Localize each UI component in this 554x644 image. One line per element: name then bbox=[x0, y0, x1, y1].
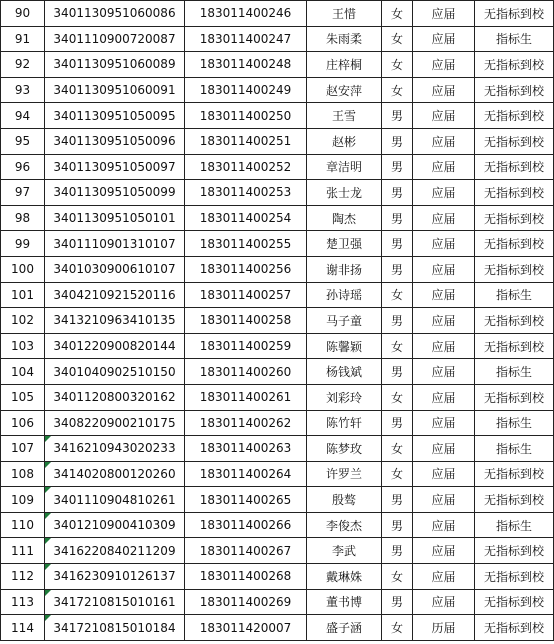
cell-category: 无指标到校 bbox=[475, 231, 554, 257]
cell-exam-number: 183011400260 bbox=[185, 359, 307, 385]
cell-type: 历届 bbox=[413, 615, 475, 641]
cell-id-number: 3414020800120260 bbox=[45, 461, 185, 487]
cell-category: 无指标到校 bbox=[475, 180, 554, 206]
cell-type: 应届 bbox=[413, 538, 475, 564]
cell-name: 盛子涵 bbox=[307, 615, 382, 641]
cell-exam-number: 183011400256 bbox=[185, 256, 307, 282]
cell-exam-number: 183011400269 bbox=[185, 589, 307, 615]
cell-gender: 女 bbox=[382, 1, 413, 27]
cell-category: 指标生 bbox=[475, 359, 554, 385]
cell-name: 庄梓桐 bbox=[307, 52, 382, 78]
cell-type: 应届 bbox=[413, 1, 475, 27]
cell-gender: 男 bbox=[382, 231, 413, 257]
cell-gender: 男 bbox=[382, 538, 413, 564]
cell-gender: 男 bbox=[382, 205, 413, 231]
cell-name: 王雪 bbox=[307, 103, 382, 129]
cell-index: 98 bbox=[1, 205, 45, 231]
cell-id-number: 3401130951050095 bbox=[45, 103, 185, 129]
cell-exam-number: 183011400267 bbox=[185, 538, 307, 564]
cell-id-number: 3408220900210175 bbox=[45, 410, 185, 436]
cell-name: 董书博 bbox=[307, 589, 382, 615]
cell-id-number: 3401130951060091 bbox=[45, 77, 185, 103]
cell-exam-number: 183011400246 bbox=[185, 1, 307, 27]
cell-index: 103 bbox=[1, 333, 45, 359]
cell-id-number: 3416230910126137 bbox=[45, 564, 185, 590]
cell-category: 无指标到校 bbox=[475, 615, 554, 641]
cell-gender: 女 bbox=[382, 77, 413, 103]
cell-type: 应届 bbox=[413, 333, 475, 359]
cell-type: 应届 bbox=[413, 77, 475, 103]
cell-type: 应届 bbox=[413, 205, 475, 231]
cell-gender: 女 bbox=[382, 52, 413, 78]
cell-type: 应届 bbox=[413, 154, 475, 180]
table-row bbox=[1, 231, 554, 257]
cell-type: 应届 bbox=[413, 461, 475, 487]
cell-name: 陈梦玫 bbox=[307, 436, 382, 462]
cell-index: 99 bbox=[1, 231, 45, 257]
cell-category: 无指标到校 bbox=[475, 154, 554, 180]
table-row bbox=[1, 103, 554, 129]
cell-id-number: 3401130951050096 bbox=[45, 128, 185, 154]
cell-index: 107 bbox=[1, 436, 45, 462]
table-row bbox=[1, 52, 554, 78]
cell-exam-number: 183011400261 bbox=[185, 384, 307, 410]
cell-index: 94 bbox=[1, 103, 45, 129]
cell-gender: 男 bbox=[382, 512, 413, 538]
cell-type: 应届 bbox=[413, 308, 475, 334]
cell-id-number: 3401130951050099 bbox=[45, 180, 185, 206]
cell-type: 应届 bbox=[413, 103, 475, 129]
cell-name: 王惜 bbox=[307, 1, 382, 27]
table-row bbox=[1, 154, 554, 180]
cell-gender: 男 bbox=[382, 256, 413, 282]
cell-gender: 女 bbox=[382, 615, 413, 641]
cell-index: 113 bbox=[1, 589, 45, 615]
cell-exam-number: 183011400252 bbox=[185, 154, 307, 180]
cell-id-number: 3401040902510150 bbox=[45, 359, 185, 385]
cell-id-number: 3401110904810261 bbox=[45, 487, 185, 513]
cell-gender: 男 bbox=[382, 103, 413, 129]
cell-exam-number: 183011400254 bbox=[185, 205, 307, 231]
cell-id-number: 3416210943020233 bbox=[45, 436, 185, 462]
table-row bbox=[1, 487, 554, 513]
cell-exam-number: 183011400258 bbox=[185, 308, 307, 334]
cell-exam-number: 183011400255 bbox=[185, 231, 307, 257]
cell-name: 陈馨颖 bbox=[307, 333, 382, 359]
cell-category: 无指标到校 bbox=[475, 487, 554, 513]
table-row bbox=[1, 615, 554, 641]
cell-category: 指标生 bbox=[475, 512, 554, 538]
cell-index: 90 bbox=[1, 1, 45, 27]
table-row bbox=[1, 128, 554, 154]
cell-id-number: 3401130951060086 bbox=[45, 1, 185, 27]
cell-exam-number: 183011400265 bbox=[185, 487, 307, 513]
cell-index: 111 bbox=[1, 538, 45, 564]
cell-category: 无指标到校 bbox=[475, 308, 554, 334]
cell-exam-number: 183011400259 bbox=[185, 333, 307, 359]
cell-gender: 男 bbox=[382, 487, 413, 513]
cell-name: 赵安萍 bbox=[307, 77, 382, 103]
table-row bbox=[1, 512, 554, 538]
cell-category: 无指标到校 bbox=[475, 564, 554, 590]
cell-type: 应届 bbox=[413, 436, 475, 462]
cell-name: 殷骜 bbox=[307, 487, 382, 513]
cell-category: 无指标到校 bbox=[475, 333, 554, 359]
table-row bbox=[1, 26, 554, 52]
table-row bbox=[1, 333, 554, 359]
cell-exam-number: 183011400264 bbox=[185, 461, 307, 487]
cell-type: 应届 bbox=[413, 512, 475, 538]
cell-gender: 男 bbox=[382, 154, 413, 180]
cell-id-number: 3417210815010184 bbox=[45, 615, 185, 641]
cell-gender: 男 bbox=[382, 359, 413, 385]
cell-name: 马子童 bbox=[307, 308, 382, 334]
cell-gender: 女 bbox=[382, 333, 413, 359]
cell-category: 无指标到校 bbox=[475, 103, 554, 129]
cell-gender: 女 bbox=[382, 564, 413, 590]
cell-category: 指标生 bbox=[475, 436, 554, 462]
table-row bbox=[1, 384, 554, 410]
cell-id-number: 3416220840211209 bbox=[45, 538, 185, 564]
table-row bbox=[1, 256, 554, 282]
table-row bbox=[1, 436, 554, 462]
cell-name: 楚卫强 bbox=[307, 231, 382, 257]
cell-index: 93 bbox=[1, 77, 45, 103]
cell-name: 谢非扬 bbox=[307, 256, 382, 282]
table-row bbox=[1, 589, 554, 615]
table-row bbox=[1, 77, 554, 103]
cell-gender: 男 bbox=[382, 410, 413, 436]
cell-type: 应届 bbox=[413, 564, 475, 590]
cell-type: 应届 bbox=[413, 180, 475, 206]
cell-type: 应届 bbox=[413, 487, 475, 513]
cell-name: 李俊杰 bbox=[307, 512, 382, 538]
cell-index: 97 bbox=[1, 180, 45, 206]
cell-exam-number: 183011400250 bbox=[185, 103, 307, 129]
cell-name: 朱雨柔 bbox=[307, 26, 382, 52]
cell-category: 无指标到校 bbox=[475, 77, 554, 103]
table-row bbox=[1, 205, 554, 231]
cell-type: 应届 bbox=[413, 52, 475, 78]
cell-exam-number: 183011400253 bbox=[185, 180, 307, 206]
cell-gender: 女 bbox=[382, 461, 413, 487]
cell-exam-number: 183011400268 bbox=[185, 564, 307, 590]
cell-gender: 女 bbox=[382, 384, 413, 410]
cell-gender: 女 bbox=[382, 282, 413, 308]
cell-name: 刘彩玲 bbox=[307, 384, 382, 410]
cell-name: 李武 bbox=[307, 538, 382, 564]
cell-id-number: 3401210900410309 bbox=[45, 512, 185, 538]
cell-type: 应届 bbox=[413, 384, 475, 410]
cell-name: 张士龙 bbox=[307, 180, 382, 206]
cell-id-number: 3401130951050101 bbox=[45, 205, 185, 231]
cell-category: 无指标到校 bbox=[475, 1, 554, 27]
cell-id-number: 3404210921520116 bbox=[45, 282, 185, 308]
cell-exam-number: 183011400266 bbox=[185, 512, 307, 538]
cell-gender: 女 bbox=[382, 26, 413, 52]
cell-name: 戴琳姝 bbox=[307, 564, 382, 590]
cell-exam-number: 183011400257 bbox=[185, 282, 307, 308]
cell-exam-number: 183011400247 bbox=[185, 26, 307, 52]
cell-name: 章洁明 bbox=[307, 154, 382, 180]
table-row bbox=[1, 410, 554, 436]
cell-name: 陶杰 bbox=[307, 205, 382, 231]
cell-index: 95 bbox=[1, 128, 45, 154]
cell-category: 无指标到校 bbox=[475, 52, 554, 78]
cell-category: 无指标到校 bbox=[475, 384, 554, 410]
cell-id-number: 3401130951060089 bbox=[45, 52, 185, 78]
cell-index: 100 bbox=[1, 256, 45, 282]
cell-exam-number: 183011400249 bbox=[185, 77, 307, 103]
cell-index: 96 bbox=[1, 154, 45, 180]
cell-id-number: 3413210963410135 bbox=[45, 308, 185, 334]
table-row bbox=[1, 359, 554, 385]
cell-index: 106 bbox=[1, 410, 45, 436]
student-table-body bbox=[1, 1, 554, 641]
cell-index: 112 bbox=[1, 564, 45, 590]
cell-exam-number: 183011400248 bbox=[185, 52, 307, 78]
cell-index: 109 bbox=[1, 487, 45, 513]
cell-index: 110 bbox=[1, 512, 45, 538]
cell-index: 108 bbox=[1, 461, 45, 487]
cell-type: 应届 bbox=[413, 282, 475, 308]
cell-id-number: 3401030900610107 bbox=[45, 256, 185, 282]
cell-name: 孙诗瑶 bbox=[307, 282, 382, 308]
cell-exam-number: 183011400251 bbox=[185, 128, 307, 154]
cell-index: 104 bbox=[1, 359, 45, 385]
table-row bbox=[1, 564, 554, 590]
cell-category: 无指标到校 bbox=[475, 205, 554, 231]
cell-type: 应届 bbox=[413, 26, 475, 52]
cell-type: 应届 bbox=[413, 256, 475, 282]
table-row bbox=[1, 461, 554, 487]
table-row bbox=[1, 538, 554, 564]
table-row bbox=[1, 1, 554, 27]
cell-category: 指标生 bbox=[475, 26, 554, 52]
cell-category: 无指标到校 bbox=[475, 128, 554, 154]
cell-category: 无指标到校 bbox=[475, 461, 554, 487]
cell-category: 指标生 bbox=[475, 282, 554, 308]
cell-type: 应届 bbox=[413, 410, 475, 436]
cell-index: 91 bbox=[1, 26, 45, 52]
cell-index: 101 bbox=[1, 282, 45, 308]
cell-type: 应届 bbox=[413, 589, 475, 615]
cell-category: 无指标到校 bbox=[475, 256, 554, 282]
cell-name: 许罗兰 bbox=[307, 461, 382, 487]
cell-index: 105 bbox=[1, 384, 45, 410]
table-row bbox=[1, 282, 554, 308]
cell-id-number: 3401110900720087 bbox=[45, 26, 185, 52]
cell-id-number: 3401130951050097 bbox=[45, 154, 185, 180]
cell-category: 无指标到校 bbox=[475, 538, 554, 564]
cell-type: 应届 bbox=[413, 359, 475, 385]
cell-gender: 女 bbox=[382, 436, 413, 462]
table-row bbox=[1, 308, 554, 334]
cell-type: 应届 bbox=[413, 128, 475, 154]
cell-exam-number: 183011420007 bbox=[185, 615, 307, 641]
cell-exam-number: 183011400262 bbox=[185, 410, 307, 436]
cell-index: 92 bbox=[1, 52, 45, 78]
cell-gender: 男 bbox=[382, 589, 413, 615]
cell-id-number: 3401220900820144 bbox=[45, 333, 185, 359]
cell-type: 应届 bbox=[413, 231, 475, 257]
cell-index: 102 bbox=[1, 308, 45, 334]
cell-name: 陈竹轩 bbox=[307, 410, 382, 436]
cell-exam-number: 183011400263 bbox=[185, 436, 307, 462]
cell-gender: 男 bbox=[382, 308, 413, 334]
cell-gender: 男 bbox=[382, 180, 413, 206]
cell-category: 指标生 bbox=[475, 410, 554, 436]
cell-name: 赵彬 bbox=[307, 128, 382, 154]
cell-id-number: 3417210815010161 bbox=[45, 589, 185, 615]
cell-index: 114 bbox=[1, 615, 45, 641]
cell-id-number: 3401110901310107 bbox=[45, 231, 185, 257]
cell-gender: 男 bbox=[382, 128, 413, 154]
table-row bbox=[1, 180, 554, 206]
cell-name: 杨钱斌 bbox=[307, 359, 382, 385]
cell-category: 无指标到校 bbox=[475, 589, 554, 615]
cell-id-number: 3401120800320162 bbox=[45, 384, 185, 410]
